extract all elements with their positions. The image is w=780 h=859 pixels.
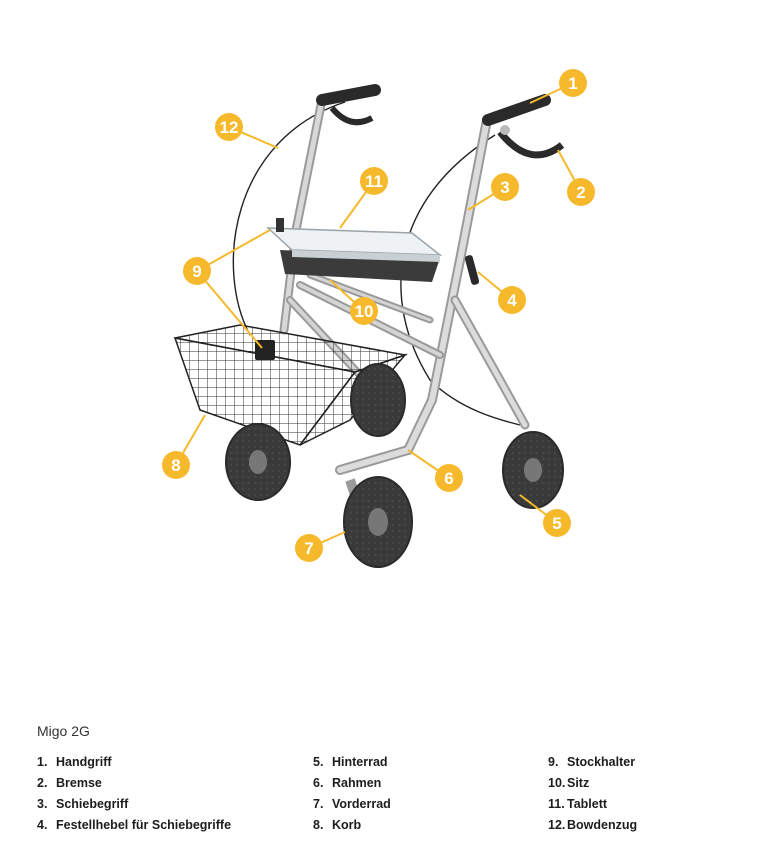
- legend-label: Bremse: [56, 776, 102, 790]
- legend-number: 8.: [313, 818, 324, 832]
- lock-lever: [464, 254, 479, 285]
- handle-right: [488, 100, 562, 155]
- callout-12: [215, 113, 243, 141]
- svg-text:9: 9: [192, 262, 202, 281]
- svg-text:5: 5: [552, 514, 562, 533]
- callout-3: [491, 173, 519, 201]
- legend-item: [313, 773, 391, 794]
- legend-number: 4.: [37, 818, 48, 832]
- callout-10: [350, 297, 378, 325]
- callout-2: [567, 178, 595, 206]
- callout-9: [183, 257, 211, 285]
- legend-number: 12.: [548, 818, 566, 832]
- legend-item: [37, 773, 231, 794]
- tray: [268, 228, 440, 262]
- front-wheel-right: [344, 477, 412, 567]
- svg-text:3: 3: [500, 178, 510, 197]
- legend-label: Bowdenzug: [567, 818, 638, 832]
- legend-item: [313, 794, 391, 815]
- legend-label: Vorderrad: [332, 797, 391, 811]
- legend-number: 10.: [548, 776, 566, 790]
- legend-number: 7.: [313, 797, 324, 811]
- legend-number: 5.: [313, 755, 324, 769]
- legend-item: [313, 815, 391, 836]
- callout-11: [360, 167, 388, 195]
- legend-item: [37, 794, 231, 815]
- legend-item: [548, 815, 637, 836]
- legend-item: [37, 752, 231, 773]
- figure-caption: Migo 2G: [37, 723, 90, 739]
- legend-item: [313, 752, 391, 773]
- legend-label: Rahmen: [332, 776, 382, 790]
- handle-left: [322, 90, 375, 122]
- legend-number: 2.: [37, 776, 48, 790]
- front-wheel-left: [226, 424, 290, 500]
- legend-item: [548, 752, 637, 773]
- rear-wheel-right: [503, 432, 563, 508]
- legend-label: Tablett: [567, 797, 608, 811]
- callout-6: [435, 464, 463, 492]
- svg-text:2: 2: [576, 183, 586, 202]
- legend-number: 11.: [548, 797, 565, 811]
- legend-label: Handgriff: [56, 755, 112, 769]
- legend-item: [37, 815, 231, 836]
- svg-text:7: 7: [304, 539, 314, 558]
- svg-text:6: 6: [444, 469, 454, 488]
- legend-number: 9.: [548, 755, 559, 769]
- legend-label: Sitz: [567, 776, 590, 790]
- legend-label: Festellhebel für Schiebegriffe: [56, 818, 232, 832]
- svg-text:4: 4: [507, 291, 517, 310]
- rear-wheel-left: [351, 364, 405, 436]
- callout-7: [295, 534, 323, 562]
- svg-text:10: 10: [354, 302, 374, 321]
- callout-5: [543, 509, 571, 537]
- legend-label: Korb: [332, 818, 362, 832]
- legend-label: Schiebegriff: [56, 797, 129, 811]
- legend-label: Stockhalter: [567, 755, 636, 769]
- svg-text:11: 11: [365, 172, 383, 191]
- callout-1: [559, 69, 587, 97]
- svg-text:1: 1: [568, 74, 578, 93]
- callout-8: [162, 451, 190, 479]
- svg-text:12: 12: [219, 118, 239, 137]
- legend-column-3: [548, 752, 637, 836]
- legend-label: Hinterrad: [332, 755, 388, 769]
- svg-text:8: 8: [171, 456, 181, 475]
- legend-number: 6.: [313, 776, 324, 790]
- callout-4: [498, 286, 526, 314]
- legend-column-1: [37, 752, 231, 836]
- legend-item: [548, 773, 637, 794]
- legend-number: 1.: [37, 755, 48, 769]
- legend-item: [548, 794, 637, 815]
- legend-number: 3.: [37, 797, 48, 811]
- legend-column-2: [313, 752, 391, 836]
